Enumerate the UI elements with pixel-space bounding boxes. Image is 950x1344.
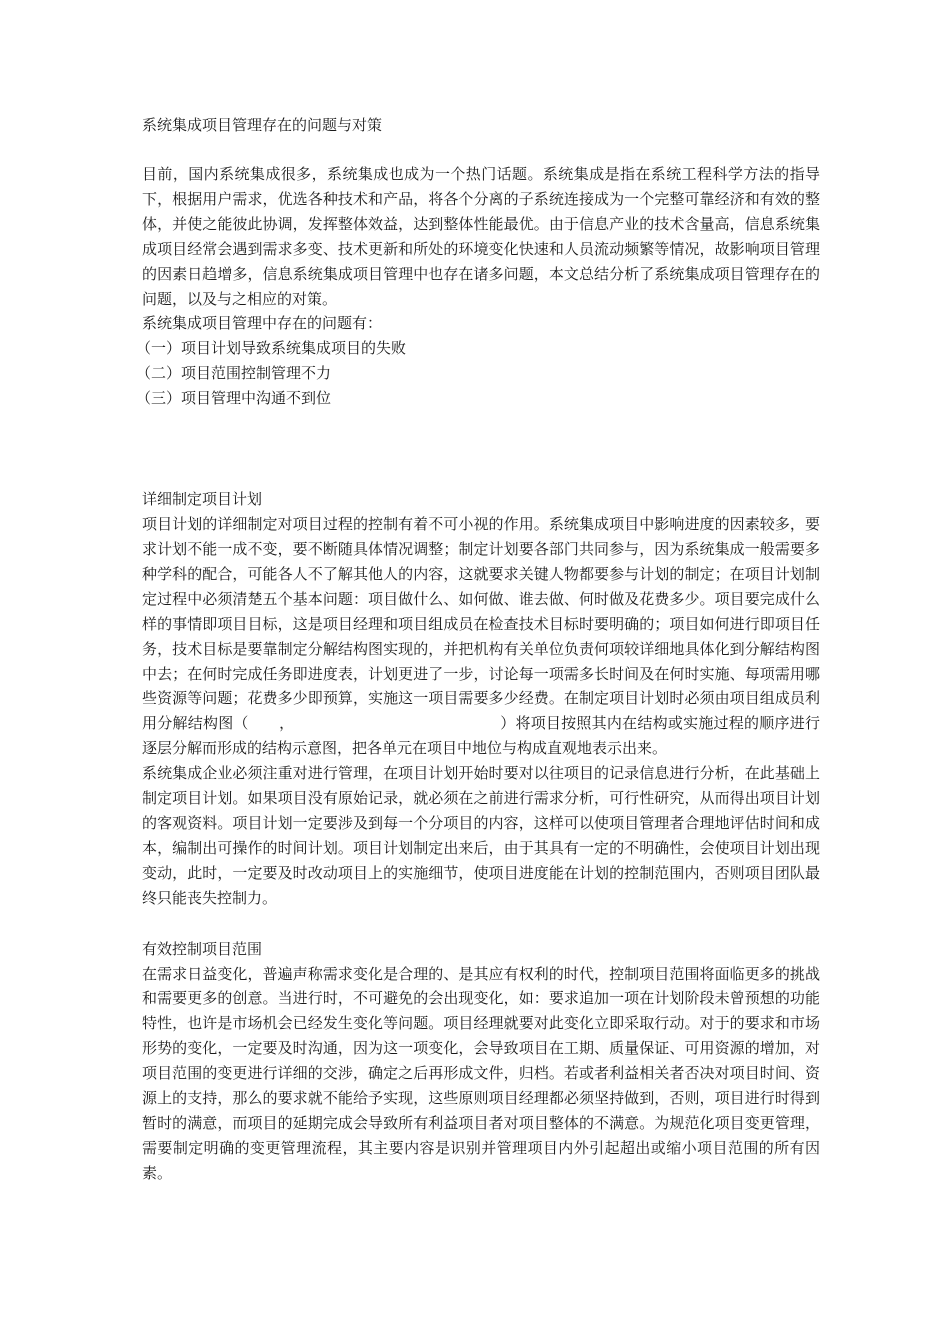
section-scope-paragraph-1: 在需求日益变化，普遍声称需求变化是合理的、是其应有权利的时代，控制项目范围将面临更多的挑战和需要更多的创意。当进行时，不可避免的会出现变化，如：要求追加一项在计划阶段未曾预想的功能特性，也许是市场机会已经发生变化等问题。项目经理就要对此变化立即采取行动。对于的要求和市场形势的变化，一定要及时沟通，因为这一项变化，会导致项目在工期、质量保证、可用资源的增加，对项目范围的变更进行详细的交涉，确定之后再形成文件，归档。若或者利益相关者否决对项目时间、资源上的支持，那么的要求就不能给予实现，这些原则项目经理都必须坚持做到，否则，项目进行时得到暂时的满意，而项目的延期完成会导致所有利益项目者对项目整体的不满意。为规范化项目变更管理，需要制定明确的变更管理流程，其主要内容是识别并管理项目内外引起超出或缩小项目范围的所有因素。 — [142, 964, 820, 1182]
document-title: 系统集成项目管理存在的问题与对策 — [142, 116, 383, 134]
list-item: （二）项目范围控制管理不力 — [136, 364, 332, 383]
problems-intro: 系统集成项目管理中存在的问题有： — [142, 314, 383, 333]
problems-list — [136, 336, 820, 411]
intro-paragraph: 目前，国内系统集成很多，系统集成也成为一个热门话题。系统集成是指在系统工程科学方法的指导下，根据用户需求，优选各种技术和产品，将各个分离的子系统连接成为一个完整可靠经济和有效的整体，并使之能彼此协调，发挥整体效益，达到整体性能最优。由于信息产业的技术含量高，信息系统集成项目经常会遇到需求多变、技术更新和所处的环境变化快速和人员流动频繁等情况，故影响项目管理的因素日趋增多，信息系统集成项目管理中也存在诸多问题，本文总结分析了系统集成项目管理存在的问题，以及与之相应的对策。 — [142, 165, 820, 308]
blank-space — [142, 411, 820, 486]
section-plan-paragraph-2: 系统集成企业必须注重对进行管理，在项目计划开始时要对以往项目的记录信息进行分析，在此基础上制定项目计划。如果项目没有原始记录，就必须在之前进行需求分析，可行性研究，从而得出项目计划的客观资料。项目计划一定要涉及到每一个分项目的内容，这样可以使项目管理者合理地评估时间和成本，编制出可操作的时间计划。项目计划制定出来后，由于其具有一定的不明确性，会使项目计划出现变动，此时，一定要及时改动项目上的实施细节，使项目进度能在计划的控制范围内，否则项目团队最终只能丧失控制力。 — [142, 764, 820, 907]
document-page — [136, 112, 820, 1186]
section-plan-paragraph-1: 项目计划的详细制定对项目过程的控制有着不可小视的作用。系统集成项目中影响进度的因素较多，要求计划不能一成不变，要不断随具体情况调整；制定计划要各部门共同参与，因为系统集成一般需要多种学科的配合，可能各人不了解其他人的内容，这就要求关键人物都要参与计划的制定；在项目计划制定过程中必须清楚五个基本问题：项目做什么、如何做、谁去做、何时做及花费多少。项目要完成什么样的事情即项目目标，这是项目经理和项目组成员在检查技术目标时要明确的；项目如何进行即项目任务，技术目标是要靠制定分解结构图实现的，并把机构有关单位负责何项较详细地具体化到分解结构图中去；在何时完成任务即进度表，计划更进了一步，讨论每一项需多长时间及在何时实施、每项需用哪些资源等问题；花费多少即预算，实施这一项目需要多少经费。在制定项目计划时必须由项目组成员利用分解结构图（ ， ）将项目按照其内在结构或实施过程的顺序进行逐层分解而形成的结构示意图，把各单元在项目中地位与构成直观地表示出来。 — [142, 515, 820, 758]
list-item: （一）项目计划导致系统集成项目的失败 — [136, 339, 407, 358]
blank-space — [142, 911, 820, 936]
list-item: （三）项目管理中沟通不到位 — [136, 389, 332, 408]
section-heading-scope: 有效控制项目范围 — [142, 939, 263, 958]
section-heading-plan: 详细制定项目计划 — [142, 490, 263, 509]
